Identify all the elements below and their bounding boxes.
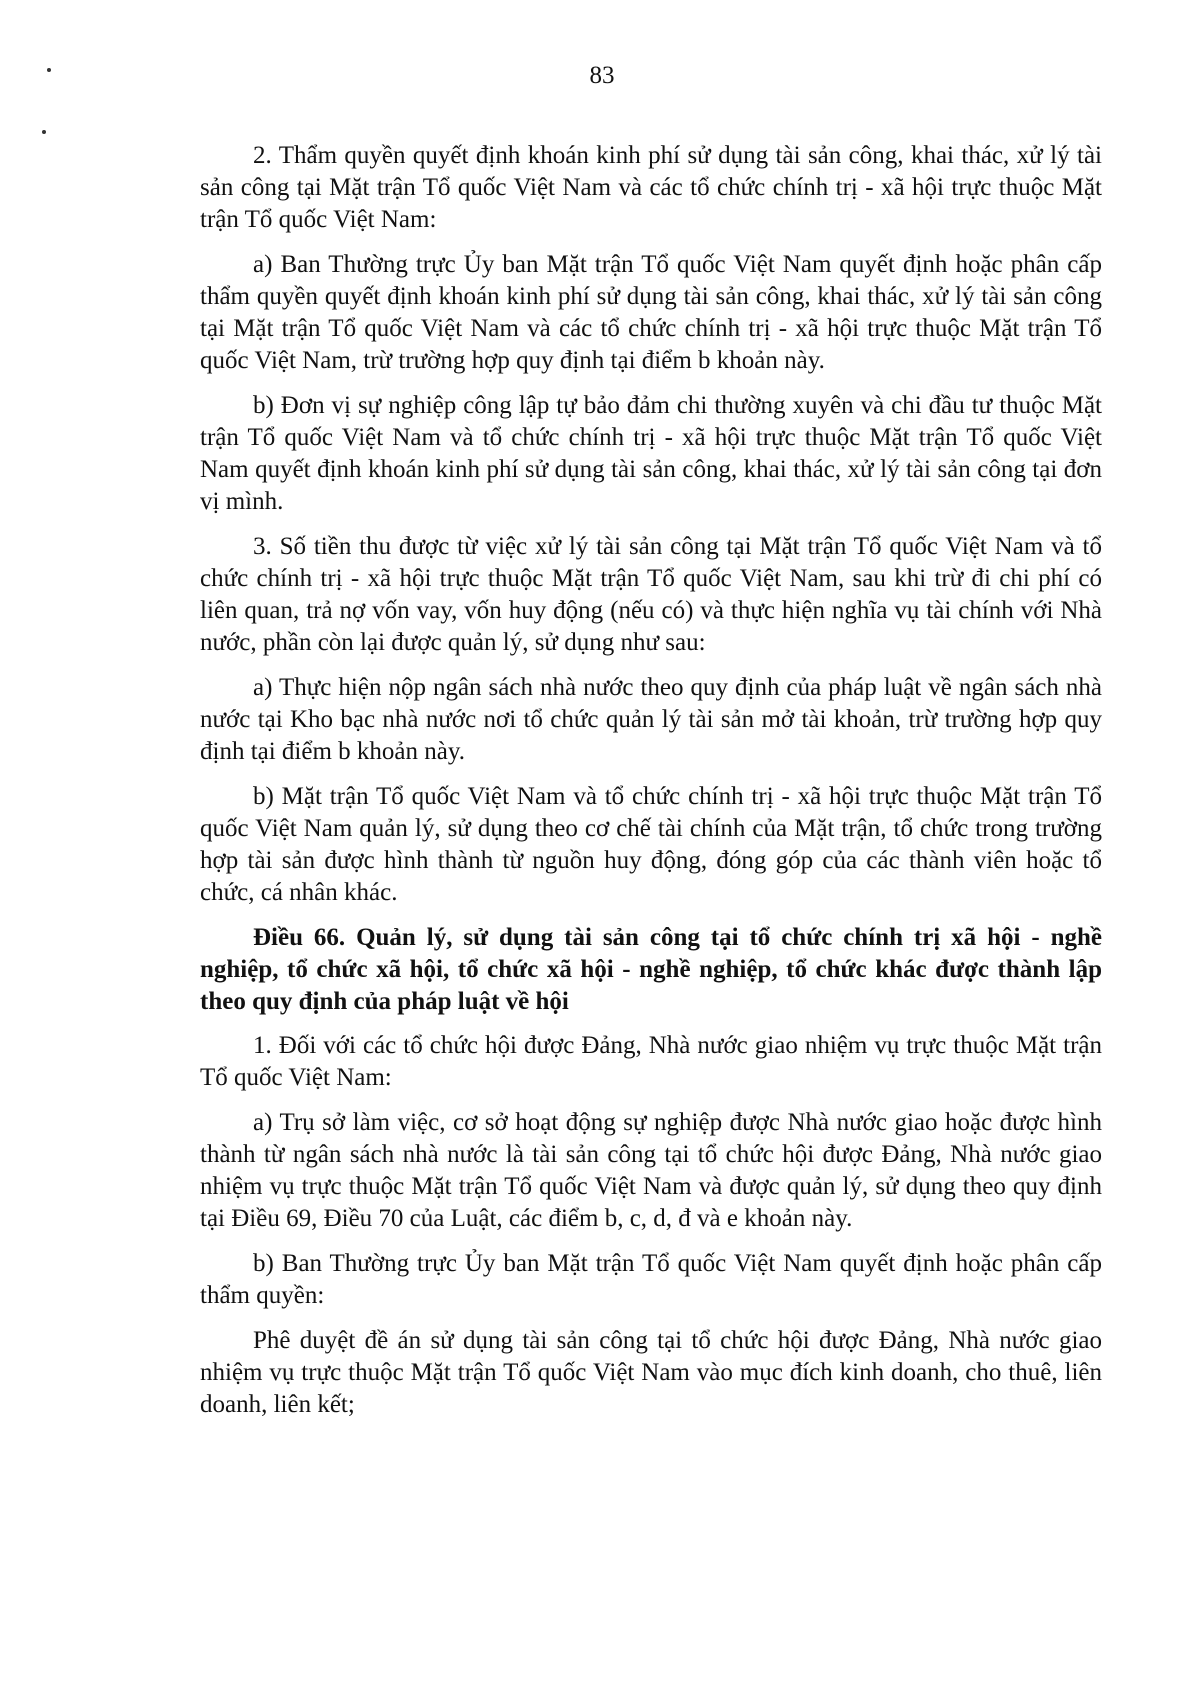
page-number: 83 xyxy=(589,62,615,89)
paragraph: a) Thực hiện nộp ngân sách nhà nước theo quy định của pháp luật về ngân sách nhà nước tại Kho bạc nhà nước nơi tổ chức quản lý tài sản mở tài khoản, trừ trường hợp quy định tại điểm b khoản này. xyxy=(200,674,1102,765)
paragraph: 1. Đối với các tổ chức hội được Đảng, Nhà nước giao nhiệm vụ trực thuộc Mặt trận Tổ quốc Việt Nam: xyxy=(200,1032,1102,1091)
scan-speck xyxy=(42,130,46,134)
paragraph: b) Mặt trận Tổ quốc Việt Nam và tổ chức chính trị - xã hội trực thuộc Mặt trận Tổ quốc Việt Nam quản lý, sử dụng theo cơ chế tài chính của Mặt trận, tổ chức trong trường hợp tài sản được hình thành từ nguồn huy động, đóng góp của các thành viên hoặc tổ chức, cá nhân khác. xyxy=(200,783,1102,906)
paragraph: a) Trụ sở làm việc, cơ sở hoạt động sự nghiệp được Nhà nước giao hoặc được hình thành từ ngân sách nhà nước là tài sản công tại tổ chức hội được Đảng, Nhà nước giao nhiệm vụ trực thuộc Mặt trận Tổ quốc Việt Nam và được quản lý, sử dụng theo quy định tại Điều 69, Điều 70 của Luật, các điểm b, c, d, đ và e khoản này. xyxy=(200,1109,1102,1232)
document-body xyxy=(200,140,1102,1434)
paragraph: 2. Thẩm quyền quyết định khoán kinh phí sử dụng tài sản công, khai thác, xử lý tài sản công tại Mặt trận Tổ quốc Việt Nam và các tổ chức chính trị - xã hội trực thuộc Mặt trận Tổ quốc Việt Nam: xyxy=(200,142,1102,233)
paragraph: Phê duyệt đề án sử dụng tài sản công tại tổ chức hội được Đảng, Nhà nước giao nhiệm vụ trực thuộc Mặt trận Tổ quốc Việt Nam vào mục đích kinh doanh, cho thuê, liên doanh, liên kết; xyxy=(200,1327,1102,1418)
paragraph: b) Đơn vị sự nghiệp công lập tự bảo đảm chi thường xuyên và chi đầu tư thuộc Mặt trận Tổ quốc Việt Nam và tổ chức chính trị - xã hội trực thuộc Mặt trận Tổ quốc Việt Nam quyết định khoán kinh phí sử dụng tài sản công, khai thác, xử lý tài sản công tại đơn vị mình. xyxy=(200,392,1102,515)
article-heading: Điều 66. Quản lý, sử dụng tài sản công tại tổ chức chính trị xã hội - nghề nghiệp, tổ chức xã hội, tổ chức xã hội - nghề nghiệp, tổ chức khác được thành lập theo quy định của pháp luật về hội xyxy=(200,924,1102,1015)
paragraph: a) Ban Thường trực Ủy ban Mặt trận Tổ quốc Việt Nam quyết định hoặc phân cấp thẩm quyền quyết định khoán kinh phí sử dụng tài sản công, khai thác, xử lý tài sản công tại Mặt trận Tổ quốc Việt Nam và các tổ chức chính trị - xã hội trực thuộc Mặt trận Tổ quốc Việt Nam, trừ trường hợp quy định tại điểm b khoản này. xyxy=(200,251,1102,374)
paragraph: 3. Số tiền thu được từ việc xử lý tài sản công tại Mặt trận Tổ quốc Việt Nam và tổ chức chính trị - xã hội trực thuộc Mặt trận Tổ quốc Việt Nam, sau khi trừ đi chi phí có liên quan, trả nợ vốn vay, vốn huy động (nếu có) và thực hiện nghĩa vụ tài chính với Nhà nước, phần còn lại được quản lý, sử dụng như sau: xyxy=(200,533,1102,656)
paragraph: b) Ban Thường trực Ủy ban Mặt trận Tổ quốc Việt Nam quyết định hoặc phân cấp thẩm quyền: xyxy=(200,1250,1102,1309)
